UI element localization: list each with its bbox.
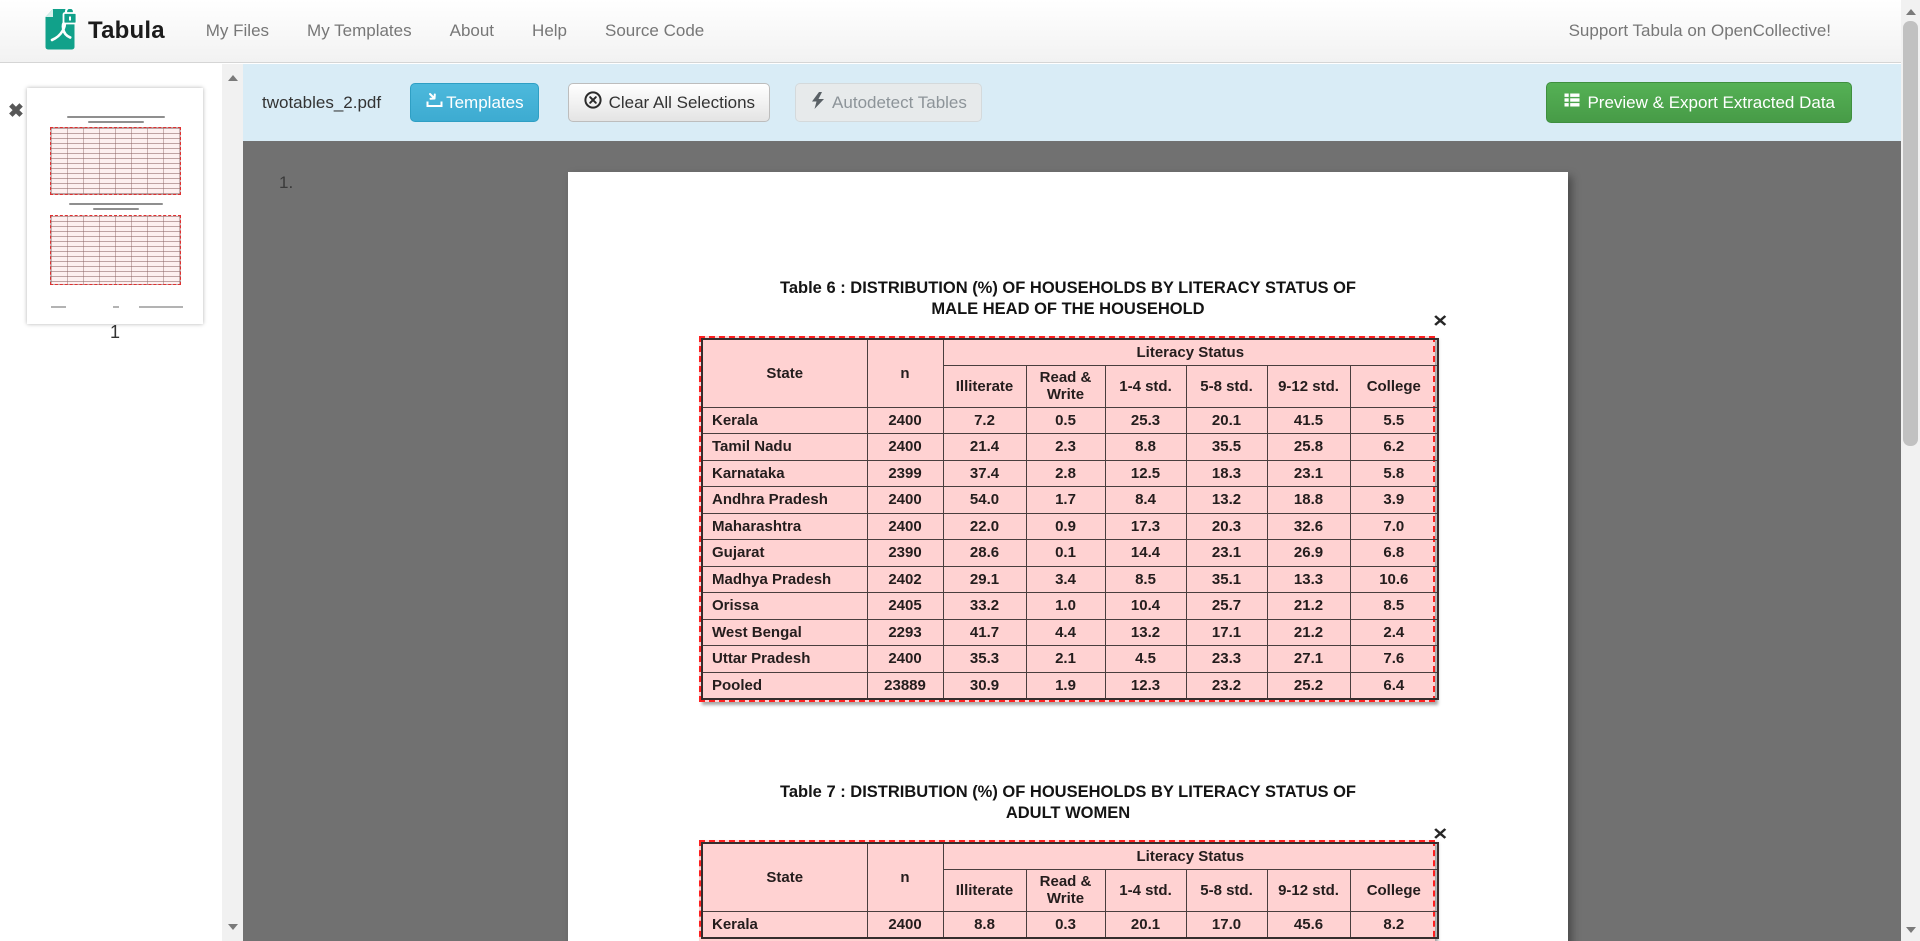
cell-value: 18.3 [1186,460,1267,487]
document-filename: twotables_2.pdf [262,92,382,112]
cell-value: 25.2 [1267,672,1350,699]
cell-value: 20.1 [1105,911,1186,938]
nav-source-code[interactable]: Source Code [605,21,705,40]
cell-value: 21.4 [943,434,1026,461]
cell-value: 20.3 [1186,513,1267,540]
cell-value: 3.9 [1350,487,1438,514]
cell-value: 17.1 [1186,619,1267,646]
cell-state: Andhra Pradesh [702,487,867,514]
nav-about[interactable]: About [449,21,495,40]
cell-value: 14.4 [1105,540,1186,567]
cell-value: 8.8 [1105,434,1186,461]
cell-value: 25.8 [1267,434,1350,461]
cell-state: Kerala [702,407,867,434]
table6-selection[interactable] [699,336,1435,702]
table-row [702,487,1438,514]
mini-footer-line [51,306,66,308]
cell-value: 26.9 [1267,540,1350,567]
cell-state: Orissa [702,593,867,620]
mini-title-line [69,203,163,205]
cell-value: 33.2 [943,593,1026,620]
cell-value: 35.1 [1186,566,1267,593]
table-header-row [702,339,1438,365]
cell-state: Madhya Pradesh [702,566,867,593]
cell-value: 7.0 [1350,513,1438,540]
page-index-label: 1. [279,173,294,192]
cell-value: 17.3 [1105,513,1186,540]
document-toolbar [243,64,1901,141]
col-header-state: State [702,843,867,911]
templates-button[interactable] [410,83,538,122]
mini-title-line [67,116,165,118]
cell-value: 2390 [867,540,943,567]
cell-value: 0.5 [1026,407,1105,434]
cell-value: 10.4 [1105,593,1186,620]
pdf-page[interactable] [568,172,1568,941]
cell-value: 41.7 [943,619,1026,646]
cell-state: Kerala [702,911,867,938]
cell-value: 5.8 [1350,460,1438,487]
cell-value: 8.5 [1105,566,1186,593]
cell-value: 35.5 [1186,434,1267,461]
remove-circle-icon [583,90,603,115]
cell-state: Tamil Nadu [702,434,867,461]
col-header: Illiterate [943,365,1026,407]
pdf-data-table [701,338,1439,700]
table-row [702,407,1438,434]
col-header: 9-12 std. [1267,365,1350,407]
scroll-down-icon[interactable] [1901,920,1920,939]
cell-value: 32.6 [1267,513,1350,540]
nav-my-templates[interactable]: My Templates [307,21,412,40]
col-header-group: Literacy Status [943,843,1438,869]
autodetect-tables-button-disabled[interactable] [795,83,982,122]
nav-links [187,21,723,41]
cell-value: 13.2 [1105,619,1186,646]
table-row [702,911,1438,938]
cell-value: 7.2 [943,407,1026,434]
cell-state: Gujarat [702,540,867,567]
cell-value: 12.5 [1105,460,1186,487]
col-header-n: n [867,339,943,407]
mini-table-selection [50,215,181,285]
cell-value: 2.8 [1026,460,1105,487]
col-header: 5-8 std. [1186,365,1267,407]
cell-state: Uttar Pradesh [702,646,867,673]
col-header: 1-4 std. [1105,365,1186,407]
cell-value: 23.1 [1267,460,1350,487]
pdf-table-7 [701,842,1433,939]
cell-value: 23.1 [1186,540,1267,567]
cell-value: 30.9 [943,672,1026,699]
cell-value: 8.2 [1350,911,1438,938]
col-header-group: Literacy Status [943,339,1438,365]
cell-value: 8.4 [1105,487,1186,514]
cell-state: West Bengal [702,619,867,646]
cell-value: 2400 [867,513,943,540]
cell-value: 28.6 [943,540,1026,567]
table7-selection-close-icon[interactable]: ✕ [1432,825,1449,844]
cell-value: 6.4 [1350,672,1438,699]
table6-title-line1: Table 6 : DISTRIBUTION (%) OF HOUSEHOLDS BY LITERACY STATUS OF [779,279,1356,297]
cell-value: 2399 [867,460,943,487]
table-row [702,593,1438,620]
cell-value: 0.1 [1026,540,1105,567]
cell-state: Karnataka [702,460,867,487]
col-header: College [1350,869,1438,911]
cell-value: 41.5 [1267,407,1350,434]
remove-page-icon[interactable]: ✖ [8,101,24,122]
cell-value: 0.9 [1026,513,1105,540]
sidebar-scrollbar[interactable] [222,64,243,941]
brand-home-link[interactable] [42,6,165,57]
cell-value: 23.2 [1186,672,1267,699]
cell-value: 0.3 [1026,911,1105,938]
cell-value: 12.3 [1105,672,1186,699]
scroll-up-icon[interactable] [1901,2,1920,21]
mini-footer-line [139,306,183,308]
cell-value: 2400 [867,487,943,514]
cell-value: 1.0 [1026,593,1105,620]
pdf-table-6 [701,338,1433,700]
cell-value: 2400 [867,434,943,461]
table-row [702,540,1438,567]
table6-title-line2: MALE HEAD OF THE HOUSEHOLD [931,300,1205,318]
templates-button-label: Templates [446,92,524,112]
table-row [702,513,1438,540]
cell-value: 1.9 [1026,672,1105,699]
col-header: Read & Write [1026,869,1105,911]
cell-value: 8.8 [943,911,1026,938]
nav-help[interactable]: Help [532,21,568,40]
cell-value: 2400 [867,911,943,938]
cell-value: 22.0 [943,513,1026,540]
table7-title [568,782,1568,824]
col-header: Read & Write [1026,365,1105,407]
cell-state: Maharashtra [702,513,867,540]
save-template-icon [425,91,444,115]
col-header: 9-12 std. [1267,869,1350,911]
cell-value: 37.4 [943,460,1026,487]
table-row [702,672,1438,699]
cell-value: 5.5 [1350,407,1438,434]
autodetect-tables-label: Autodetect Tables [832,92,967,112]
clear-all-selections-label: Clear All Selections [608,92,756,112]
cell-value: 3.4 [1026,566,1105,593]
brand-name: Tabula [88,17,165,44]
col-header: Illiterate [943,869,1026,911]
col-header: College [1350,365,1438,407]
cell-value: 2400 [867,646,943,673]
cell-value: 35.3 [943,646,1026,673]
cell-value: 7.6 [1350,646,1438,673]
cell-value: 4.5 [1105,646,1186,673]
cell-state: Pooled [702,672,867,699]
scroll-up-icon[interactable] [222,68,243,88]
page-thumbnail[interactable] [27,88,203,324]
table-row [702,646,1438,673]
table7-selection[interactable] [699,840,1435,941]
table-row [702,566,1438,593]
mini-title-line [93,208,139,210]
table-row [702,619,1438,646]
table-row [702,434,1438,461]
cell-value: 2293 [867,619,943,646]
table7-title-line1: Table 7 : DISTRIBUTION (%) OF HOUSEHOLDS BY LITERACY STATUS OF [779,783,1356,801]
cell-value: 23889 [867,672,943,699]
scroll-down-icon[interactable] [222,917,243,937]
clear-all-selections-button[interactable] [568,83,770,122]
table7-title-line2: ADULT WOMEN [1005,804,1131,822]
col-header: 1-4 std. [1105,869,1186,911]
mini-title-line [88,121,144,123]
table-row [702,460,1438,487]
cell-value: 25.7 [1186,593,1267,620]
cell-value: 23.3 [1186,646,1267,673]
lightning-bolt-icon [810,91,826,115]
thumbnail-page-number: 1 [109,322,120,342]
cell-value: 2.4 [1350,619,1438,646]
page-thumbnail-sidebar [0,64,222,941]
cell-value: 4.4 [1026,619,1105,646]
cell-value: 8.5 [1350,593,1438,620]
preview-export-label: Preview & Export Extracted Data [1587,92,1835,112]
mini-table-selection [50,127,181,195]
nav-support-link[interactable]: Support Tabula on OpenCollective! [1568,21,1831,40]
cell-value: 25.3 [1105,407,1186,434]
cell-value: 2.1 [1026,646,1105,673]
cell-value: 2400 [867,407,943,434]
cell-value: 10.6 [1350,566,1438,593]
col-header-state: State [702,339,867,407]
cell-value: 29.1 [943,566,1026,593]
cell-value: 1.7 [1026,487,1105,514]
cell-value: 21.2 [1267,593,1350,620]
cell-value: 13.2 [1186,487,1267,514]
cell-value: 2.3 [1026,434,1105,461]
table6-title [568,278,1568,320]
window-scrollbar[interactable] [1901,0,1920,941]
pdf-data-table [701,842,1439,939]
col-header-n: n [867,843,943,911]
preview-export-button[interactable] [1546,82,1852,123]
cell-value: 21.2 [1267,619,1350,646]
scrollbar-thumb[interactable] [1903,21,1918,446]
cell-value: 17.0 [1186,911,1267,938]
top-navbar [0,0,1901,63]
mini-footer-line [113,306,119,308]
table-list-icon [1563,91,1581,114]
cell-value: 20.1 [1186,407,1267,434]
cell-value: 2405 [867,593,943,620]
cell-value: 27.1 [1267,646,1350,673]
cell-value: 45.6 [1267,911,1350,938]
cell-value: 13.3 [1267,566,1350,593]
tabula-pdf-logo-icon [42,6,78,57]
cell-value: 18.8 [1267,487,1350,514]
cell-value: 54.0 [943,487,1026,514]
table-header-row [702,843,1438,869]
cell-value: 2402 [867,566,943,593]
nav-my-files[interactable]: My Files [205,21,270,40]
cell-value: 6.8 [1350,540,1438,567]
table6-selection-close-icon[interactable]: ✕ [1432,312,1449,331]
pdf-viewer-area[interactable] [243,141,1901,941]
cell-value: 6.2 [1350,434,1438,461]
col-header: 5-8 std. [1186,869,1267,911]
